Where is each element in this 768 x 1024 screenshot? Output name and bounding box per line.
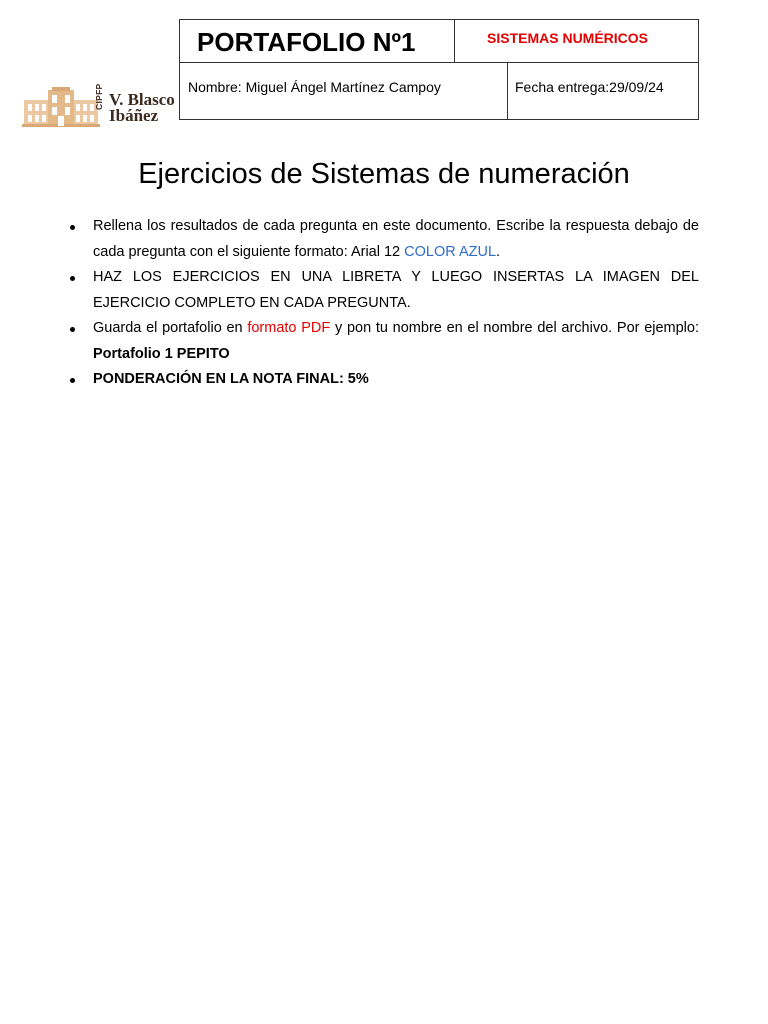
- portfolio-title: PORTAFOLIO Nº1: [197, 27, 416, 57]
- header-date-cell: [508, 63, 698, 119]
- list-item: [68, 265, 699, 316]
- instructions-list: [68, 214, 699, 393]
- grade-weight: PONDERACIÓN EN LA NOTA FINAL: 5%: [93, 371, 369, 387]
- list-item: [68, 214, 699, 265]
- list-item: [68, 316, 699, 367]
- bullet-icon: [70, 276, 75, 281]
- bullet-icon: [70, 327, 75, 332]
- document-title: Ejercicios de Sistemas de numeración: [138, 158, 630, 190]
- instruction-text: Rellena los resultados de cada pregunta en este documento. Escribe la respuesta debajo de cada pregunta con el siguiente formato: Arial 12: [93, 218, 699, 260]
- instruction-tail: .: [496, 243, 501, 260]
- due-date: Fecha entrega:29/09/24: [515, 79, 664, 95]
- pdf-format-highlight: formato PDF: [247, 320, 331, 336]
- list-item: [68, 367, 699, 393]
- bullet-icon: [70, 225, 75, 230]
- filename-example: Portafolio 1 PEPITO: [93, 345, 230, 362]
- building-icon: [22, 86, 100, 128]
- header-subject-cell: [455, 20, 698, 63]
- instruction-text: Guarda el portafolio en: [93, 320, 248, 336]
- school-logo: [22, 83, 180, 128]
- logo-abbreviation: CIPFP: [94, 83, 104, 110]
- format-color-highlight: COLOR AZUL: [404, 243, 497, 260]
- header-title-cell: [180, 20, 455, 63]
- instruction-text-mid: y pon tu nombre en el nombre del archivo. Por ejemplo:: [330, 320, 699, 336]
- student-name: Nombre: Miguel Ángel Martínez Campoy: [188, 79, 441, 95]
- instruction-text: HAZ LOS EJERCICIOS EN UNA LIBRETA Y LUEGO INSERTAS LA IMAGEN DEL EJERCICIO COMPLETO EN CADA PREGUNTA.: [93, 269, 699, 311]
- subject-label: SISTEMAS NUMÉRICOS: [487, 30, 649, 46]
- bullet-icon: [70, 378, 75, 383]
- header-name-cell: [180, 63, 508, 119]
- logo-name-line2: Ibáñez: [109, 106, 159, 125]
- logo-name-line1: V. Blasco: [109, 90, 175, 109]
- header-table: [179, 19, 699, 120]
